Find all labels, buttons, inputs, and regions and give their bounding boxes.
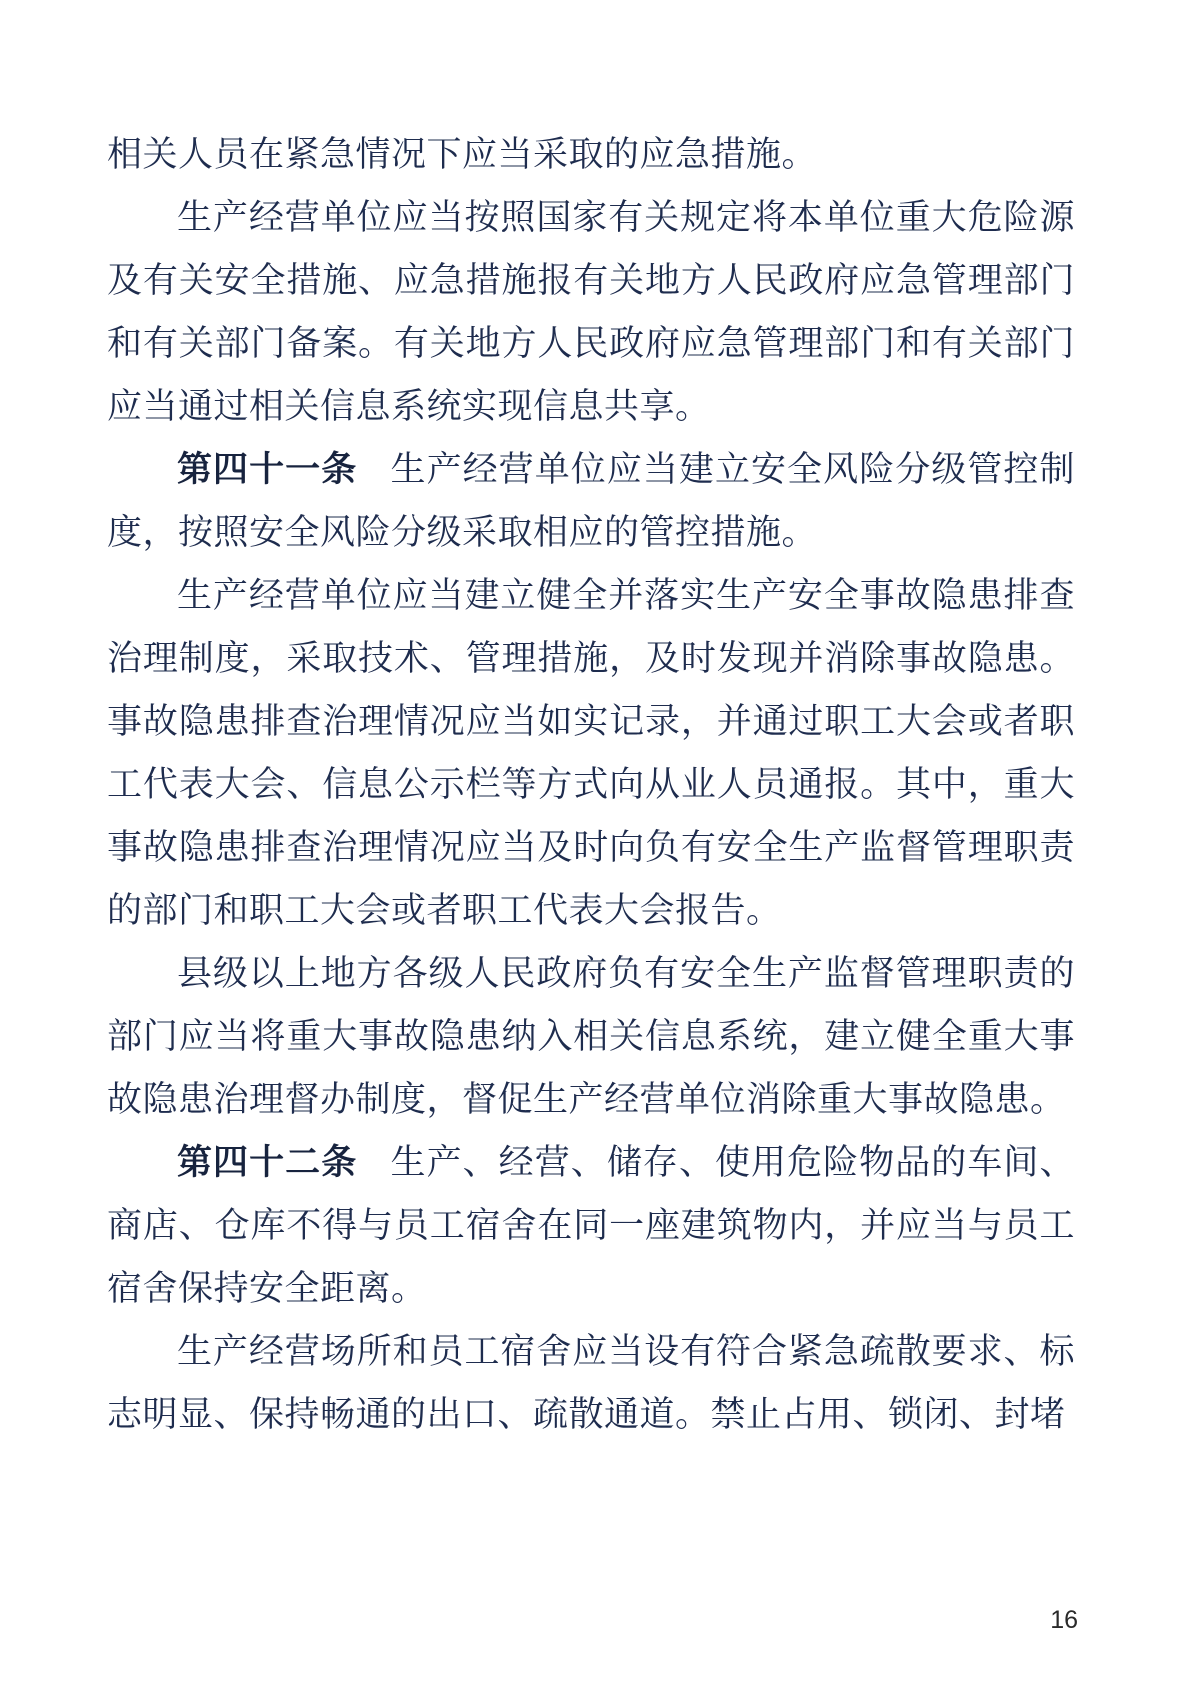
paragraph	[107, 1320, 1075, 1446]
article-paragraph	[107, 1131, 1075, 1320]
paragraph-text: 生产经营单位应当建立健全并落实生产安全事故隐患排查治理制度，采取技术、管理措施，及时发现并消除事故隐患。事故隐患排查治理情况应当如实记录，并通过职工大会或者职工代表大会、信息公示栏等方式向从业人员通报。其中，重大事故隐患排查治理情况应当及时向负有安全生产监督管理职责的部门和职工大会或者职工代表大会报告。	[107, 576, 1075, 930]
paragraph	[107, 186, 1075, 438]
article-number: 第四十一条	[177, 450, 358, 489]
page-body	[107, 123, 1075, 1446]
paragraph-text: 生产、经营、储存、使用危险物品的车间、商店、仓库不得与员工宿舍在同一座建筑物内，并应当与员工宿舍保持安全距离。	[107, 1143, 1075, 1308]
paragraph-text: 县级以上地方各级人民政府负有安全生产监督管理职责的部门应当将重大事故隐患纳入相关信息系统，建立健全重大事故隐患治理督办制度，督促生产经营单位消除重大事故隐患。	[107, 954, 1075, 1119]
article-number: 第四十二条	[177, 1143, 358, 1182]
paragraph	[107, 942, 1075, 1131]
paragraph-text: 生产经营单位应当建立安全风险分级管控制度，按照安全风险分级采取相应的管控措施。	[107, 450, 1075, 552]
page-number: 16	[1050, 1606, 1078, 1634]
article-paragraph	[107, 438, 1075, 564]
paragraph-text: 生产经营场所和员工宿舍应当设有符合紧急疏散要求、标志明显、保持畅通的出口、疏散通道。禁止占用、锁闭、封堵	[107, 1332, 1075, 1434]
paragraph-text: 相关人员在紧急情况下应当采取的应急措施。	[107, 135, 818, 174]
paragraph	[107, 564, 1075, 942]
paragraph-text: 生产经营单位应当按照国家有关规定将本单位重大危险源及有关安全措施、应急措施报有关地方人民政府应急管理部门和有关部门备案。有关地方人民政府应急管理部门和有关部门应当通过相关信息系统实现信息共享。	[107, 198, 1075, 426]
paragraph	[107, 123, 1075, 186]
